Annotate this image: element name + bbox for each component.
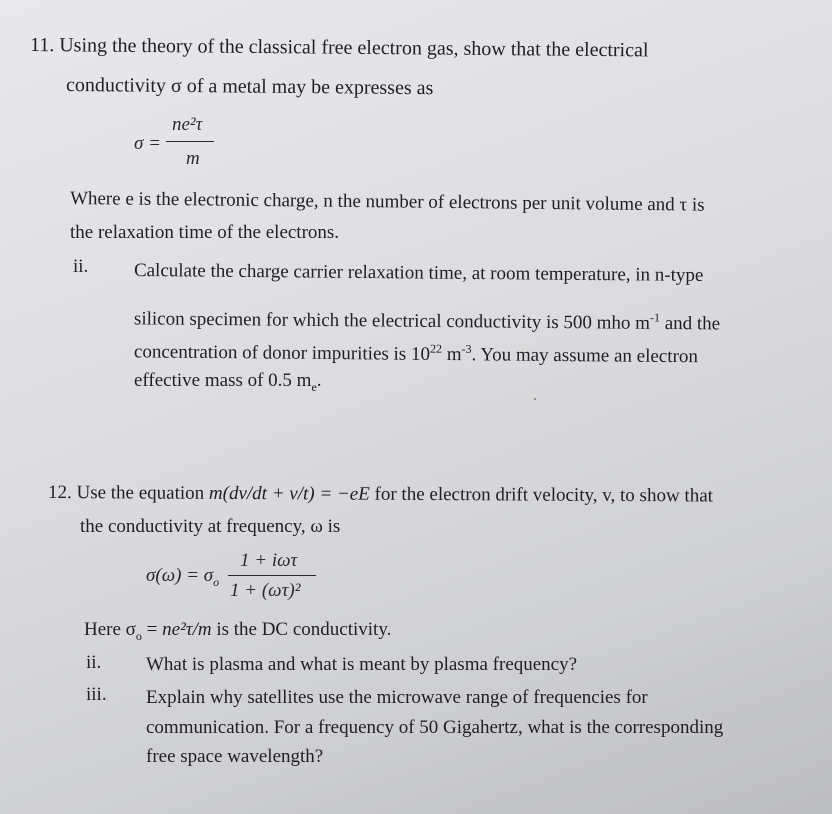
q11-ii-l3b: m — [441, 344, 462, 366]
q11-ii-l4a: effective mass of 0.5 m — [134, 370, 312, 391]
q12-part-ii-label: ii. — [86, 652, 102, 673]
q11-eq-fraction-bar — [166, 141, 214, 142]
q11-ii-l3c: . You may assume an electron — [471, 344, 699, 368]
q12-here-c: is the DC conductivity. — [211, 619, 392, 640]
q12-here-line — [84, 619, 391, 647]
q11-ii-l3-sup1: 22 — [429, 341, 443, 356]
q12-here-b: = — [141, 619, 163, 640]
q12-eq-numerator: 1 + iωτ — [240, 550, 298, 571]
q12-eq-lhs-text: σ(ω) = σ — [146, 565, 214, 586]
q12-eq-denominator: 1 + (ωτ)² — [230, 580, 301, 601]
q11-ii-l3a: concentration of donor impurities is 10 — [133, 341, 431, 365]
q12-part-iii-label: iii. — [86, 684, 107, 705]
q12-l1b: for the electron drift velocity, v, to show that — [369, 483, 714, 507]
q11-eq-lhs: σ = — [134, 133, 161, 154]
q11-part-ii-line3 — [134, 335, 698, 368]
q12-part-iii-line2: communication. For a frequency of 50 Gigahertz, what is the corresponding — [146, 717, 724, 738]
q11-number: 11. — [29, 34, 55, 57]
q11-eq-numerator: ne²τ — [172, 114, 203, 135]
q11-part-ii-line4 — [134, 370, 322, 398]
q12-here-sub: o — [135, 628, 142, 643]
q12-here-equation: ne²τ/m — [162, 619, 212, 640]
q11-ii-l2b: and the — [659, 312, 721, 335]
q12-number: 12. — [47, 482, 72, 504]
q11-ii-l4b: . — [316, 370, 322, 391]
q11-ii-l4-sub: e — [311, 379, 317, 394]
q12-part-iii-line3: free space wavelength? — [146, 746, 324, 767]
q11-text-line2: conductivity σ of a metal may be expresses as — [65, 74, 434, 100]
q11-ii-l3-sup2: -3 — [461, 341, 472, 356]
q11-ii-l2-sup: -1 — [649, 310, 661, 325]
q12-eq-lhs-sub: o — [213, 574, 220, 589]
q11-eq-denominator: m — [186, 148, 200, 169]
q12-l1a: Use the equation — [76, 482, 209, 504]
q11-part-ii-label: ii. — [73, 256, 89, 277]
q12-line1 — [48, 482, 713, 507]
q11-part-ii-line1: Calculate the charge carrier relaxation time, at room temperature, in n-type — [133, 260, 704, 286]
paper-speck — [534, 398, 536, 400]
q12-part-ii-text: What is plasma and what is meant by plasma frequency? — [146, 654, 578, 675]
q11-line1 — [30, 34, 649, 61]
q12-text-line2: the conductivity at frequency, ω is — [80, 516, 341, 537]
q11-part-ii-line2 — [134, 302, 720, 335]
q12-l1-equation: m(dv/dt + v/t) = −eE — [208, 482, 370, 505]
q11-where-line2: the relaxation time of the electrons. — [70, 222, 340, 243]
q12-here-a: Here σ — [84, 619, 136, 640]
q12-eq-lhs — [146, 565, 219, 590]
q12-eq-fraction-bar — [228, 575, 316, 576]
q11-ii-l2a: silicon specimen for which the electrical conductivity is 500 mho m — [133, 308, 651, 334]
q12-part-iii-line1: Explain why satellites use the microwave range of frequencies for — [146, 687, 648, 708]
q11-where-line1: Where e is the electronic charge, n the number of electrons per unit volume and τ is — [69, 188, 705, 216]
q11-text-line1: Using the theory of the classical free electron gas, show that the electrical — [59, 34, 649, 62]
